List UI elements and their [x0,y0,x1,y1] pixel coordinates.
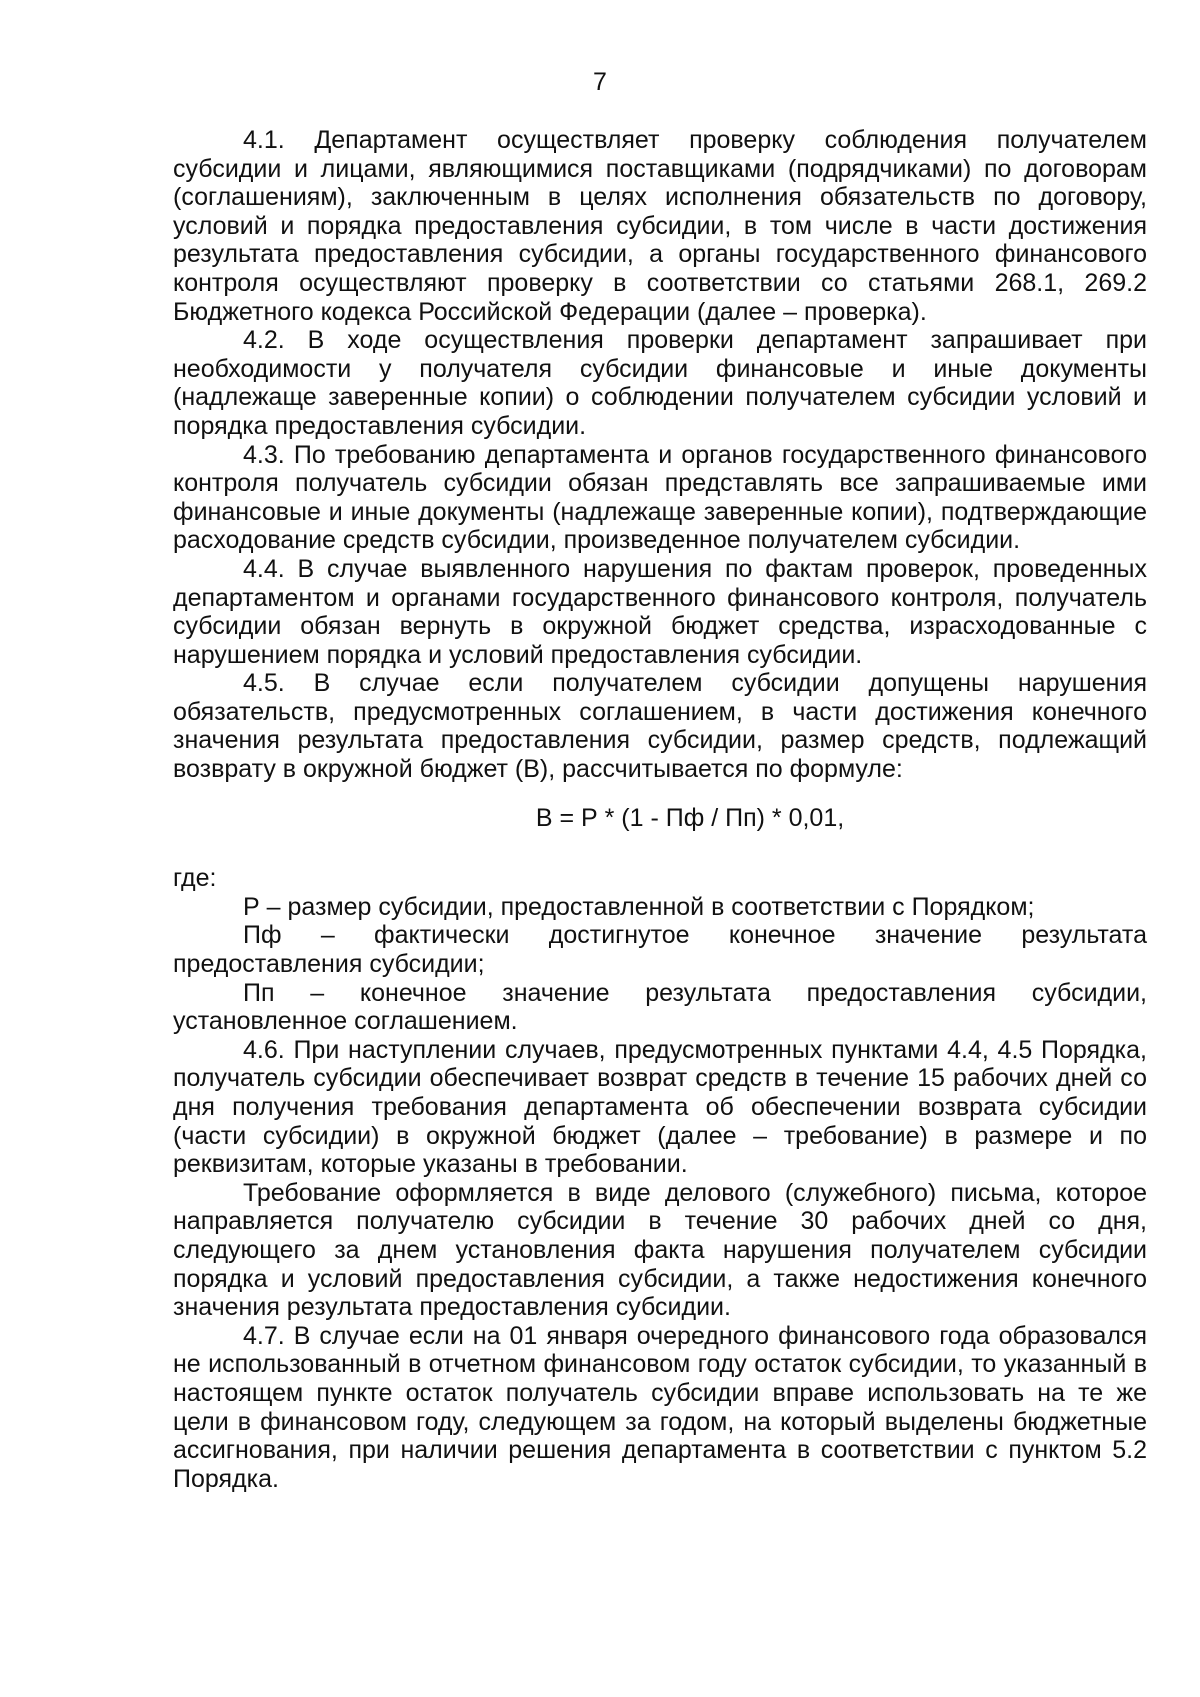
paragraph-4-3: 4.3. По требованию департамента и органов государственного финансового контроля получатель субсидии обязан представлять все запрашиваемые ими финансовые и иные документы (надлежаще заверенные копии), подтверждающие расходование средств субсидии, произведенное получателем субсидии. [173,440,1147,555]
definition-pp: Пп – конечное значение результата предоставления субсидии, установленное соглашением. [173,978,1147,1036]
definition-p: Р – размер субсидии, предоставленной в соответствии с Порядком; [243,892,1035,921]
page-number: 7 [593,68,607,96]
paragraph-4-1: 4.1. Департамент осуществляет проверку соблюдения получателем субсидии и лицами, являющимися поставщиками (подрядчиками) по договорам (соглашениям), заключенным в целях исполнения обязательств по договору, условий и порядка предоставления субсидии, в том числе в части достижения результата предоставления субсидии, а органы государственного финансового контроля осуществляют проверку в соответствии со статьями 268.1, 269.2 Бюджетного кодекса Российской Федерации (далее – проверка). [173,126,1147,326]
document-body [173,126,1147,1493]
formula-where-label: где: [173,864,217,893]
paragraph-4-2: 4.2. В ходе осуществления проверки департамент запрашивает при необходимости у получателя субсидии финансовые и иные документы (надлежаще заверенные копии) о соблюдении получателем субсидии условий и порядка предоставления субсидии. [173,326,1147,440]
paragraph-4-5: 4.5. В случае если получателем субсидии допущены нарушения обязательств, предусмотренных соглашением, в части достижения конечного значения результата предоставления субсидии, размер средств, подлежащий возврату в окружной бюджет (В), рассчитывается по формуле: [173,669,1147,784]
paragraph-4-6-requirement: Требование оформляется в виде делового (служебного) письма, которое направляется получателю субсидии в течение 30 рабочих дней со дня, следующего за днем установления факта нарушения получателем субсидии порядка и условий предоставления субсидии, а также недостижения конечного значения результата предоставления субсидии. [173,1178,1147,1322]
paragraph-4-6: 4.6. При наступлении случаев, предусмотренных пунктами 4.4, 4.5 Порядка, получатель субсидии обеспечивает возврат средств в течение 15 рабочих дней со дня получения требования департамента об обеспечении возврата субсидии (части субсидии) в окружной бюджет (далее – требование) в размере и по реквизитам, которые указаны в требовании. [173,1035,1147,1179]
paragraph-4-7: 4.7. В случае если на 01 января очередного финансового года образовался не использованный в отчетном финансовом году остаток субсидии, то указанный в настоящем пункте остаток получатель субсидии вправе использовать на те же цели в финансовом году, следующем за годом, на который выделены бюджетные ассигнования, при наличии решения департамента в соответствии с пунктом 5.2 Порядка. [173,1321,1147,1493]
paragraph-4-4: 4.4. В случае выявленного нарушения по фактам проверок, проведенных департаментом и органами государственного финансового контроля, получатель субсидии обязан вернуть в окружной бюджет средства, израсходованные с нарушением порядка и условий предоставления субсидии. [173,554,1147,669]
formula: В = Р * (1 - Пф / Пп) * 0,01, [535,803,845,832]
definition-pf: Пф – фактически достигнутое конечное значение результата предоставления субсидии; [173,921,1147,979]
